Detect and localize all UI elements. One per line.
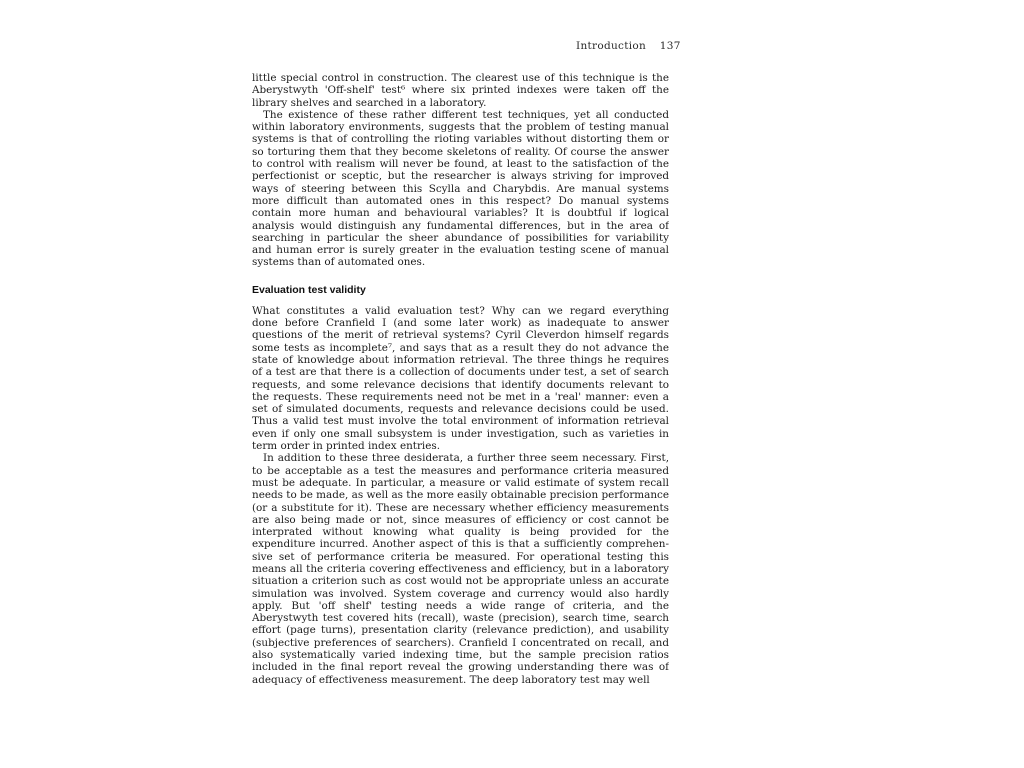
text-line: to control with realism will never be found, at least to the satisfaction of the <box>252 158 669 171</box>
text-line: needs to be made, as well as the more easily obtainable precision performance <box>252 489 669 502</box>
text-line: systems is that of controlling the rioting variables without distorting them or <box>252 133 669 146</box>
text-line: adequacy of effectiveness measurement. The deep laboratory test may well <box>252 673 650 686</box>
text-line: so torturing them that they become skeletons of reality. Of course the answer <box>252 145 669 158</box>
running-head <box>576 40 681 52</box>
text-line: effort (page turns), presentation clarity (relevance prediction), and usability <box>252 624 669 637</box>
section-paragraph <box>252 305 669 453</box>
text-line: and human error is surely greater in the evaluation testing scene of manual <box>252 244 669 257</box>
text-line: within laboratory environments, suggests that the problem of testing manual <box>252 121 669 134</box>
paragraph <box>252 109 669 269</box>
text-line: means all the criteria covering effectiveness and efficiency, but in a laboratory <box>252 562 669 575</box>
paragraph <box>252 72 669 109</box>
body-text <box>252 72 669 686</box>
text-line: simulation was involved. System coverage and currency would also hardly <box>252 587 669 600</box>
text-line: of a test are that there is a collection of documents under test, a set of search <box>252 366 669 379</box>
text-line: expenditure incurred. Another aspect of this is that a sufficiently comprehen- <box>252 538 669 551</box>
text-line: set of simulated documents, requests and relevance decisions could be used. <box>252 403 669 416</box>
text-line: Aberystwyth 'Off-shelf' test⁶ where six printed indexes were taken off the <box>252 84 669 97</box>
text-line: sive set of performance criteria be measured. For operational testing this <box>252 550 669 563</box>
text-line: contain more human and behavioural variables? It is doubtful if logical <box>252 207 669 220</box>
text-line: some tests as incomplete⁷, and says that as a result they do not advance the <box>252 341 669 354</box>
text-line: requests, and some relevance decisions that identify documents relevant to <box>252 378 669 391</box>
text-line: interprated without knowing what quality is being provided for the <box>252 526 669 539</box>
text-line: questions of the merit of retrieval systems? Cyril Cleverdon himself regards <box>252 329 669 342</box>
text-line: (or a substitute for it). These are necessary whether efficiency measurements <box>252 501 669 514</box>
text-line: apply. But 'off shelf' testing needs a wide range of criteria, and the <box>252 599 669 612</box>
running-title: Introduction <box>576 40 647 52</box>
text-line: What constitutes a valid evaluation test? Why can we regard everything <box>252 304 669 317</box>
text-line: little special control in construction. The clearest use of this technique is the <box>252 72 669 84</box>
text-line: The existence of these rather different test techniques, yet all conducted <box>263 108 669 121</box>
text-line: must be adequate. In particular, a measure or valid estimate of system recall <box>252 476 669 489</box>
page-number: 137 <box>659 40 681 52</box>
text-line: even if only one small subsystem is under investigation, such as varieties in <box>252 427 669 440</box>
text-line: situation a criterion such as cost would not be appropriate unless an accurate <box>252 575 669 588</box>
text-line: also systematically varied indexing time, but the sample precision ratios <box>252 649 669 662</box>
text-line: state of knowledge about information retrieval. The three things he requires <box>252 353 669 366</box>
section-heading: Evaluation test validity <box>252 283 366 296</box>
text-line: analysis would distinguish any fundamental differences, but in the area of <box>252 219 669 232</box>
text-line: the requests. These requirements need not be met in a 'real' manner: even a <box>252 390 669 403</box>
text-line: term order in printed index entries. <box>252 440 441 453</box>
text-line: Aberystwyth test covered hits (recall), waste (precision), search time, search <box>252 612 669 625</box>
text-line: systems than of automated ones. <box>252 256 426 269</box>
text-line: are also being made or not, since measures of efficiency or cost cannot be <box>252 513 669 526</box>
text-line: ways of steering between this Scylla and Charybdis. Are manual systems <box>252 182 669 195</box>
text-line: (subjective preferences of searchers). Cranfield I concentrated on recall, and <box>252 636 669 649</box>
text-line: perfectionist or sceptic, but the researcher is always striving for improved <box>252 170 669 183</box>
section-paragraph <box>252 452 669 686</box>
text-line: to be acceptable as a test the measures and performance criteria measured <box>252 464 669 477</box>
text-line: done before Cranfield I (and some later work) as inadequate to answer <box>252 317 669 330</box>
text-line: In addition to these three desiderata, a further three seem necessary. First, <box>263 452 669 465</box>
text-line: included in the final report reveal the growing understanding there was of <box>252 661 669 674</box>
text-line: searching in particular the sheer abundance of possibilities for variability <box>252 231 669 244</box>
text-line: library shelves and searched in a laboratory. <box>252 96 487 109</box>
text-line: more difficult than automated ones in this respect? Do manual systems <box>252 194 669 207</box>
text-line: Thus a valid test must involve the total environment of information retrieval <box>252 415 669 428</box>
